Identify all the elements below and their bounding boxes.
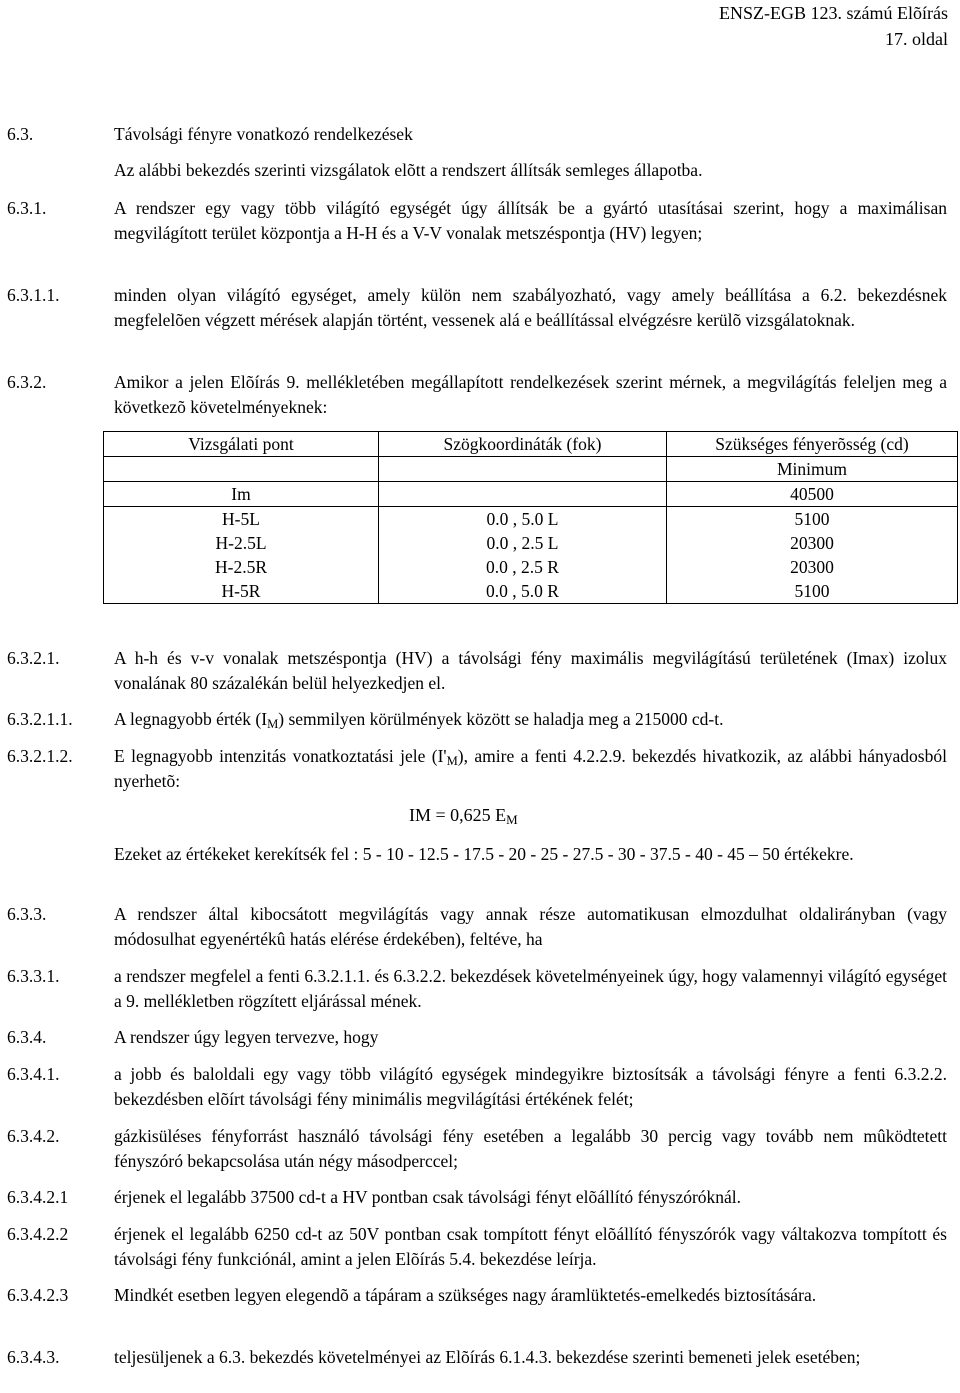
section-number: 6.3.3. <box>7 904 47 924</box>
text-part: A legnagyobb érték (I <box>114 709 268 729</box>
table-cell: 20300 <box>667 531 958 555</box>
text-part: ) semmilyen körülmények között se haladja meg a 215000 cd-t. <box>278 709 724 729</box>
header-page-number: 17. oldal <box>885 29 948 49</box>
section-text: a jobb és baloldali egy vagy több világító egységek mindegyikre biztosítsák a távolsági fényre a fenti 6.3.2.2. bekezdésben elõírt távolsági fény minimális megvilágítási értékének felét; <box>114 1064 947 1109</box>
section-text: érjenek el legalább 6250 cd-t az 50V pontban csak tompított fényt elõállító fényszórók vagy váltakozva tompított és távolsági fény funkciónál, amint a jelen Elõírás 5.4. bekezdése leírja. <box>114 1224 947 1269</box>
section-text: gázkisüléses fényforrást használó távolsági fény esetében a legalább 30 percig vagy tovább nem mûködtetett fényszóró bekapcsolása után négy másodperccel; <box>114 1126 947 1171</box>
section-text: a rendszer megfelel a fenti 6.3.2.1.1. és 6.3.2.2. bekezdések követelményeinek úgy, hogy valamennyi világító egységet a 9. mellékletben rögzített eljárással mének. <box>114 966 947 1011</box>
table-row <box>104 507 958 532</box>
requirements-table <box>103 431 958 604</box>
table-row <box>104 531 958 555</box>
table-cell <box>379 482 667 507</box>
table-cell: H-5R <box>104 579 379 604</box>
section-text: teljesüljenek a 6.3. bekezdés követelményei az Elõírás 6.1.4.3. bekezdése szerinti bemeneti jelek esetében; <box>114 1347 861 1367</box>
section-number: 6.3.4.2. <box>7 1126 60 1146</box>
section-number: 6.3.4. <box>7 1027 47 1047</box>
section-text: Az alábbi bekezdés szerinti vizsgálatok elõtt a rendszert állítsák semleges állapotba. <box>114 160 703 180</box>
section-text <box>114 707 947 732</box>
section-text: A rendszer egy vagy több világító egységét úgy állítsák be a gyártó utasításai szerint, hogy a maximálisan megvilágított terület központja a H-H és a V-V vonalak metszéspontja (HV) legyen; <box>114 198 947 243</box>
table-row <box>104 579 958 604</box>
table-header-cell: Szükséges fényerõsség (cd) <box>667 432 958 457</box>
table-cell: 20300 <box>667 555 958 579</box>
section-text: A h-h és v-v vonalak metszéspontja (HV) a távolsági fény maximális megvilágítású területének (Imax) izolux vonalának 80 százalékán belül helyezkedjen el. <box>114 648 947 693</box>
table-cell: 40500 <box>667 482 958 507</box>
table-cell: H-2.5L <box>104 531 379 555</box>
section-text: Amikor a jelen Elõírás 9. mellékletében megállapított rendelkezések szerint mérnek, a megvilágítás feleljen meg a következõ követelményeknek: <box>114 372 947 417</box>
table-cell: 5100 <box>667 507 958 532</box>
section-text: Ezeket az értékeket kerekítsék fel : 5 - 10 - 12.5 - 17.5 - 20 - 25 - 27.5 - 30 - 37.5 - 40 - 45 – 50 értékekre. <box>114 844 854 864</box>
section-text: minden olyan világító egységet, amely külön nem szabályozható, vagy amely beállítása a 6.2. bekezdésnek megfelelõen végzett mérések alapján történt, vessenek alá e beállítással elvégzésre kerülõ vizsgálatoknak. <box>114 285 947 330</box>
section-number: 6.3.4.1. <box>7 1064 60 1084</box>
section-number: 6.3.4.2.3 <box>7 1285 69 1305</box>
section-number: 6.3.2.1. <box>7 648 60 668</box>
table-cell <box>379 457 667 482</box>
table-cell: Im <box>104 482 379 507</box>
section-number: 6.3.2.1.2. <box>7 746 73 766</box>
table-cell: 0.0 , 2.5 L <box>379 531 667 555</box>
section-text: A rendszer által kibocsátott megvilágítás vagy annak része automatikusan elmozdulhat oldalirányban (vagy módosulhat egyenértékû hatás elérése érdekében), feltéve, ha <box>114 904 947 949</box>
table-cell: H-2.5R <box>104 555 379 579</box>
formula-subscript: M <box>506 812 518 828</box>
formula <box>409 802 518 828</box>
section-number: 6.3.4.2.2 <box>7 1224 69 1244</box>
section-number: 6.3.1. <box>7 198 47 218</box>
section-number: 6.3.3.1. <box>7 966 60 986</box>
section-text: A rendszer úgy legyen tervezve, hogy <box>114 1027 379 1047</box>
table-cell: 5100 <box>667 579 958 604</box>
header-title: ENSZ-EGB 123. számú Elõírás <box>719 3 948 23</box>
table-cell <box>104 457 379 482</box>
table-header-cell: Vizsgálati pont <box>104 432 379 457</box>
table-header-row <box>104 432 958 457</box>
text-part: ), amire a fenti 4.2.2.9. bekezdés hivatkozik, az alábbi hányadosból nyerhetõ: <box>114 746 947 791</box>
section-text: Távolsági fényre vonatkozó rendelkezések <box>114 124 413 144</box>
table-header-cell: Szögkoordináták (fok) <box>379 432 667 457</box>
section-number: 6.3. <box>7 124 34 144</box>
table-subheader-cell: Minimum <box>667 457 958 482</box>
section-number: 6.3.2. <box>7 372 47 392</box>
section-text: Mindkét esetben legyen elegendõ a tápáram a szükséges nagy áramlüktetés-emelkedés biztosítására. <box>114 1285 817 1305</box>
formula-text: IM = 0,625 E <box>409 805 507 825</box>
page-header <box>719 0 948 52</box>
subscript: M <box>446 754 458 769</box>
table-cell: 0.0 , 5.0 R <box>379 579 667 604</box>
table-cell: 0.0 , 2.5 R <box>379 555 667 579</box>
section-text <box>114 744 947 793</box>
section-number: 6.3.2.1.1. <box>7 709 73 729</box>
table-subheader-row <box>104 457 958 482</box>
table-row <box>104 482 958 507</box>
section-number: 6.3.1.1. <box>7 285 60 305</box>
subscript: M <box>267 717 279 732</box>
section-text: érjenek el legalább 37500 cd-t a HV pontban csak távolsági fényt elõállító fényszóróknál. <box>114 1187 742 1207</box>
section-number: 6.3.4.2.1 <box>7 1187 69 1207</box>
section-number: 6.3.4.3. <box>7 1347 60 1367</box>
table-row <box>104 555 958 579</box>
table-cell: 0.0 , 5.0 L <box>379 507 667 532</box>
text-part: E legnagyobb intenzitás vonatkoztatási jele (I' <box>114 746 447 766</box>
table-cell: H-5L <box>104 507 379 532</box>
